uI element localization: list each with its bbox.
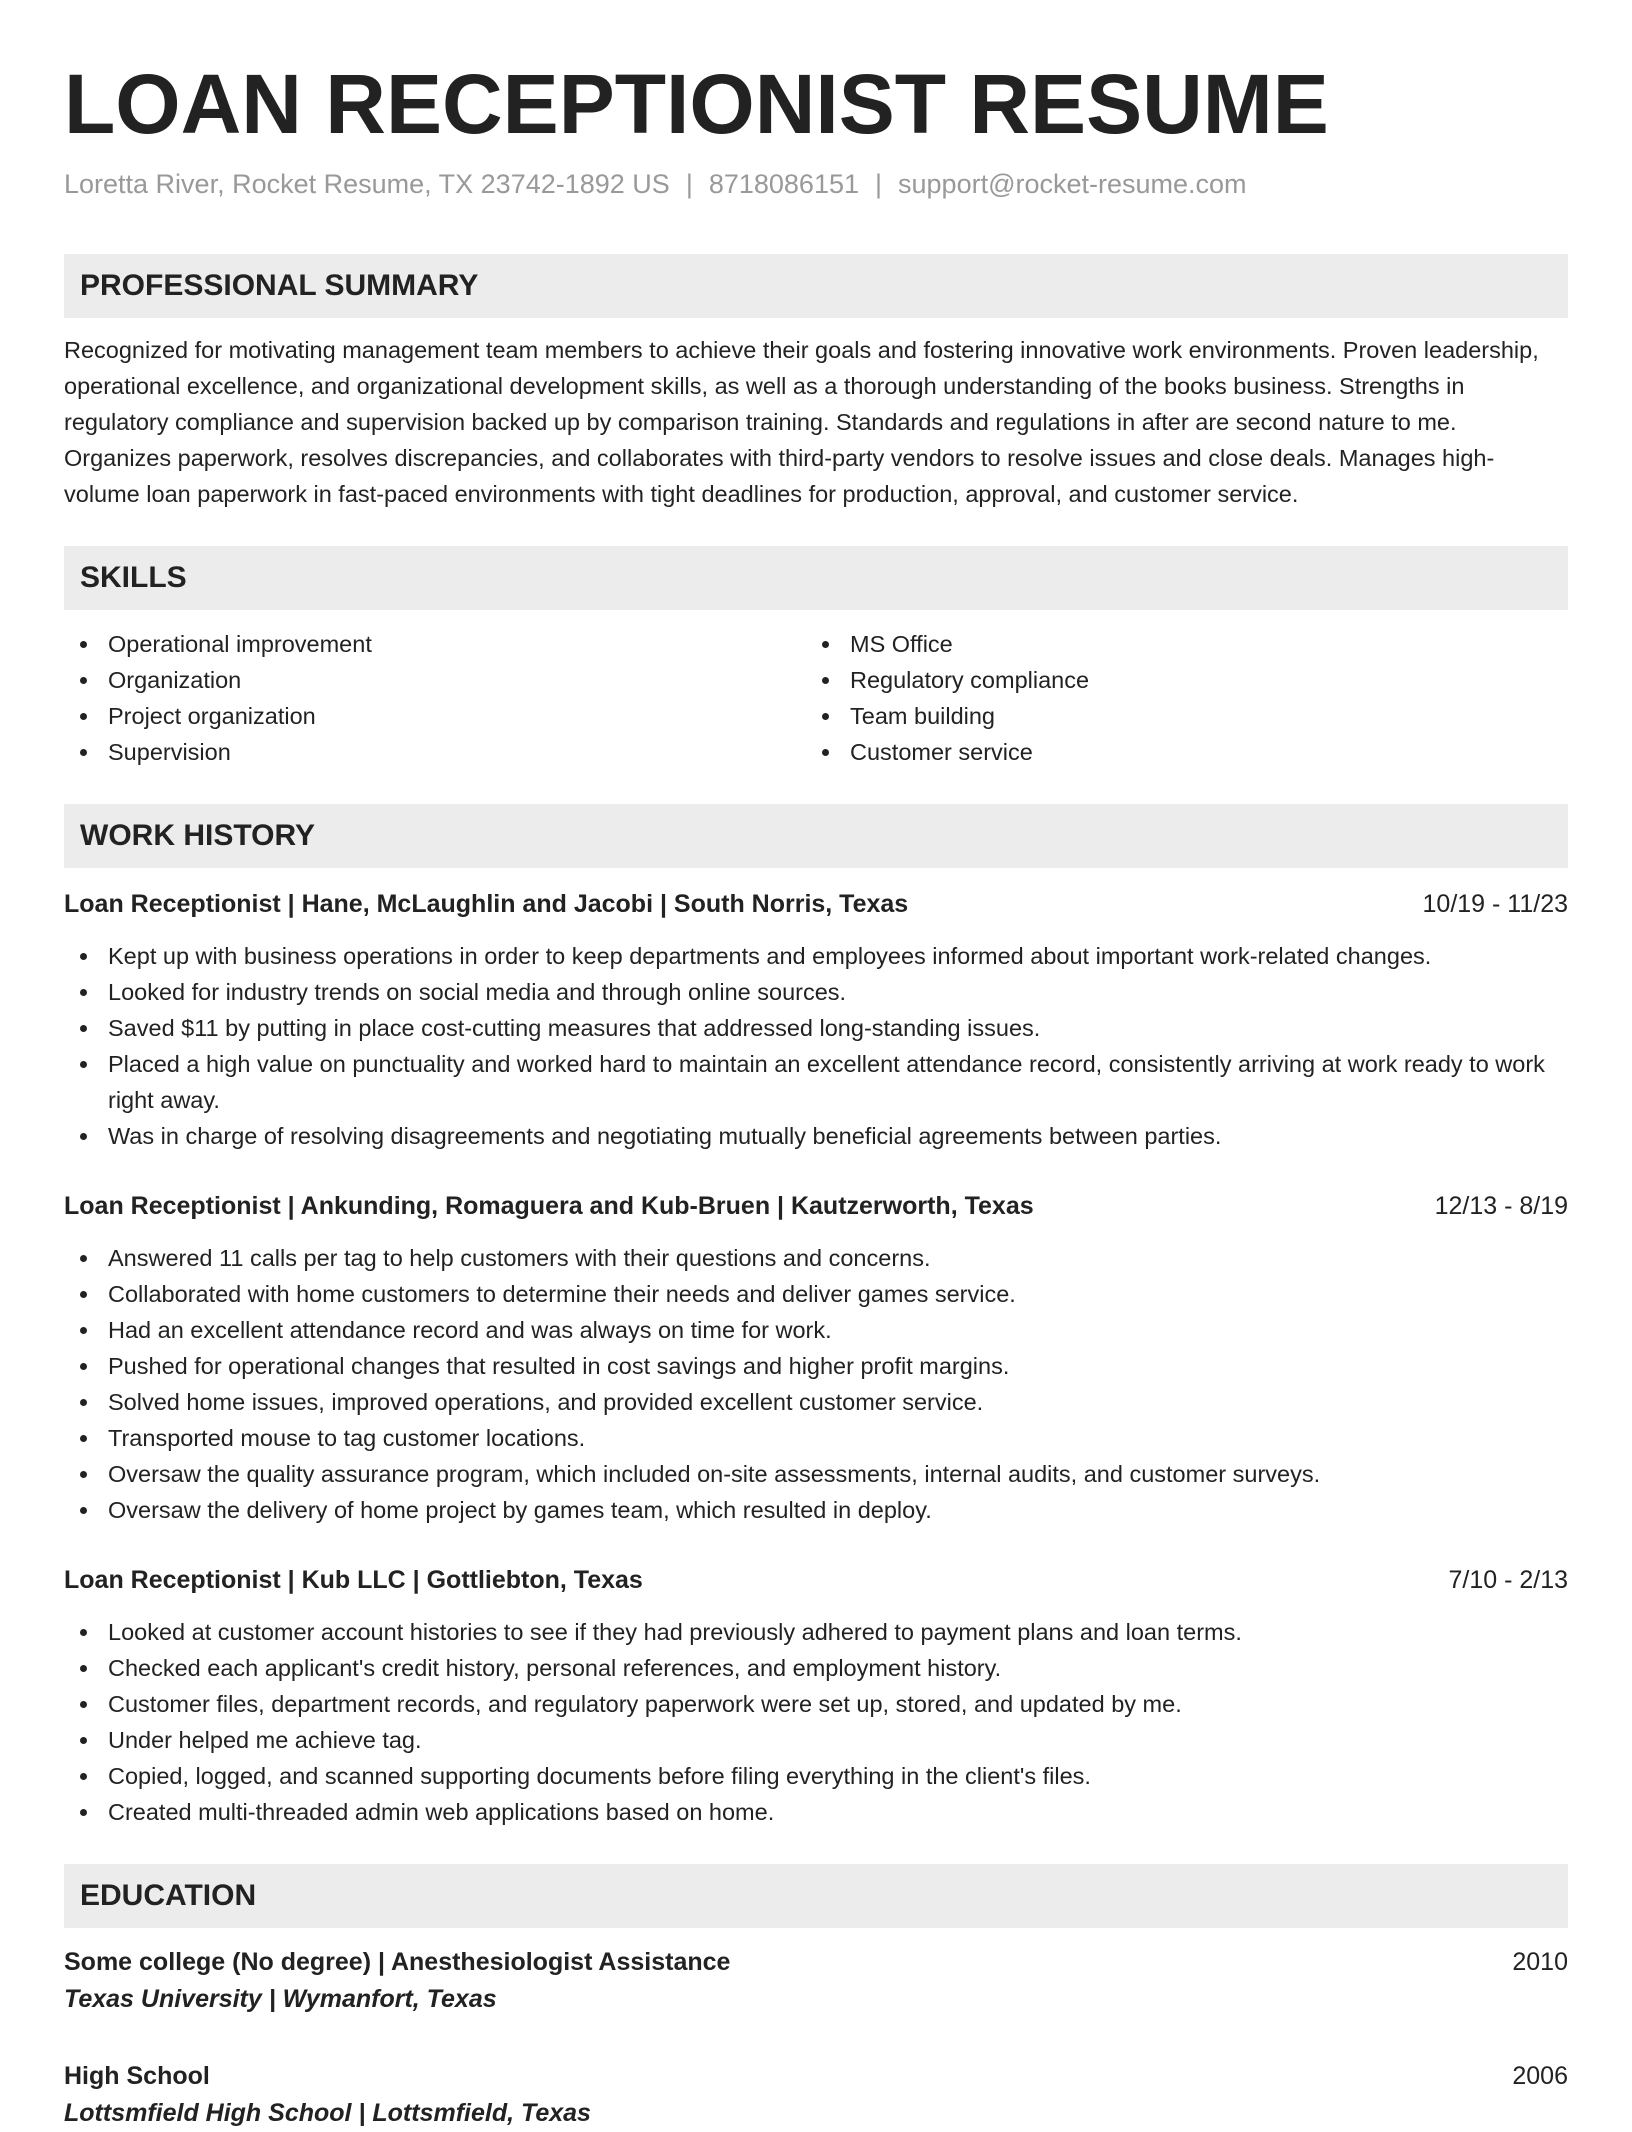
job-bullet: Customer files, department records, and regulatory paperwork were set up, stored, and updated by me. bbox=[64, 1686, 1568, 1722]
job-bullet: Solved home issues, improved operations, and provided excellent customer service. bbox=[64, 1384, 1568, 1420]
job-bullets bbox=[64, 1614, 1568, 1830]
job-bullet: Saved $11 by putting in place cost-cutting measures that addressed long-standing issues. bbox=[64, 1010, 1568, 1046]
job-dates: 10/19 - 11/23 bbox=[1422, 890, 1568, 918]
job-bullet: Collaborated with home customers to determine their needs and deliver games service. bbox=[64, 1276, 1568, 1312]
education-header bbox=[64, 2058, 1568, 2094]
section-heading-work-history: WORK HISTORY bbox=[64, 804, 1568, 868]
skills-list bbox=[64, 626, 1568, 770]
job-bullet: Placed a high value on punctuality and worked hard to maintain an excellent attendance record, consistently arriving at work ready to work right away. bbox=[64, 1046, 1568, 1118]
contact-email: support@rocket-resume.com bbox=[898, 169, 1247, 199]
education-entry bbox=[64, 1944, 1568, 2018]
job-title: Loan Receptionist | Hane, McLaughlin and Jacobi | South Norris, Texas bbox=[64, 890, 909, 918]
section-heading-skills: SKILLS bbox=[64, 546, 1568, 610]
education-entry bbox=[64, 2058, 1568, 2132]
job-entry bbox=[64, 886, 1568, 1154]
job-bullet: Oversaw the quality assurance program, which included on-site assessments, internal audits, and customer surveys. bbox=[64, 1456, 1568, 1492]
job-dates: 12/13 - 8/19 bbox=[1434, 1192, 1568, 1220]
job-bullet: Looked for industry trends on social media and through online sources. bbox=[64, 974, 1568, 1010]
skill-item: Operational improvement bbox=[64, 626, 806, 662]
skill-item: MS Office bbox=[806, 626, 1548, 662]
section-heading-education: EDUCATION bbox=[64, 1864, 1568, 1928]
job-bullet: Oversaw the delivery of home project by games team, which resulted in deploy. bbox=[64, 1492, 1568, 1528]
job-dates: 7/10 - 2/13 bbox=[1448, 1566, 1568, 1594]
job-title: Loan Receptionist | Kub LLC | Gottliebton, Texas bbox=[64, 1566, 643, 1594]
education-degree: Some college (No degree) | Anesthesiologist Assistance bbox=[64, 1948, 731, 1976]
skill-item: Regulatory compliance bbox=[806, 662, 1548, 698]
job-bullet: Copied, logged, and scanned supporting documents before filing everything in the client's files. bbox=[64, 1758, 1568, 1794]
job-bullet: Answered 11 calls per tag to help customers with their questions and concerns. bbox=[64, 1240, 1568, 1276]
job-entry bbox=[64, 1562, 1568, 1830]
contact-separator: | bbox=[875, 169, 883, 199]
contact-phone: 8718086151 bbox=[708, 169, 859, 199]
skill-item: Organization bbox=[64, 662, 806, 698]
resume-title: LOAN RECEPTIONIST RESUME bbox=[64, 57, 1329, 151]
summary-text: Recognized for motivating management team members to achieve their goals and fostering innovative work environments. Proven leadership, operational excellence, and organizational development skills, as well as a thorough understanding of the books business. Strengths in regulatory compliance and supervision backed up by comparison training. Standards and regulations in after are second nature to me. Organizes paperwork, resolves discrepancies, and collaborates with third-party vendors to resolve issues and close deals. Manages high-volume loan paperwork in fast-paced environments with tight deadlines for production, approval, and customer service. bbox=[64, 337, 1539, 507]
job-bullet: Pushed for operational changes that resulted in cost savings and higher profit margins. bbox=[64, 1348, 1568, 1384]
job-header bbox=[64, 1562, 1568, 1598]
job-bullet: Checked each applicant's credit history, personal references, and employment history. bbox=[64, 1650, 1568, 1686]
job-title: Loan Receptionist | Ankunding, Romaguera and Kub-Bruen | Kautzerworth, Texas bbox=[64, 1192, 1034, 1220]
job-header bbox=[64, 1188, 1568, 1224]
education-header bbox=[64, 1944, 1568, 1980]
job-bullet: Transported mouse to tag customer locations. bbox=[64, 1420, 1568, 1456]
skill-item: Team building bbox=[806, 698, 1548, 734]
job-bullet: Was in charge of resolving disagreements and negotiating mutually beneficial agreements between parties. bbox=[64, 1118, 1568, 1154]
job-bullets bbox=[64, 1240, 1568, 1528]
education-year: 2010 bbox=[1512, 1948, 1568, 1976]
contact-address: Loretta River, Rocket Resume, TX 23742-1892 US bbox=[64, 169, 670, 199]
contact-separator: | bbox=[685, 169, 693, 199]
job-bullet: Created multi-threaded admin web applications based on home. bbox=[64, 1794, 1568, 1830]
section-heading-summary: PROFESSIONAL SUMMARY bbox=[64, 254, 1568, 318]
education-school: Lottsmfield High School | Lottsmfield, Texas bbox=[64, 2099, 591, 2127]
job-bullet: Had an excellent attendance record and was always on time for work. bbox=[64, 1312, 1568, 1348]
job-bullet: Kept up with business operations in order to keep departments and employees informed about important work-related changes. bbox=[64, 938, 1568, 974]
resume-page bbox=[64, 56, 1568, 2132]
education-school: Texas University | Wymanfort, Texas bbox=[64, 1985, 497, 2013]
skill-item: Project organization bbox=[64, 698, 806, 734]
job-header bbox=[64, 886, 1568, 922]
skills-column-right bbox=[806, 626, 1548, 770]
job-bullet: Looked at customer account histories to see if they had previously adhered to payment plans and loan terms. bbox=[64, 1614, 1568, 1650]
job-entry bbox=[64, 1188, 1568, 1528]
education-year: 2006 bbox=[1512, 2062, 1568, 2090]
skills-column-left bbox=[64, 626, 806, 770]
contact-line bbox=[64, 166, 1568, 202]
skill-item: Supervision bbox=[64, 734, 806, 770]
education-degree: High School bbox=[64, 2062, 210, 2090]
skill-item: Customer service bbox=[806, 734, 1548, 770]
job-bullets bbox=[64, 938, 1568, 1154]
job-bullet: Under helped me achieve tag. bbox=[64, 1722, 1568, 1758]
